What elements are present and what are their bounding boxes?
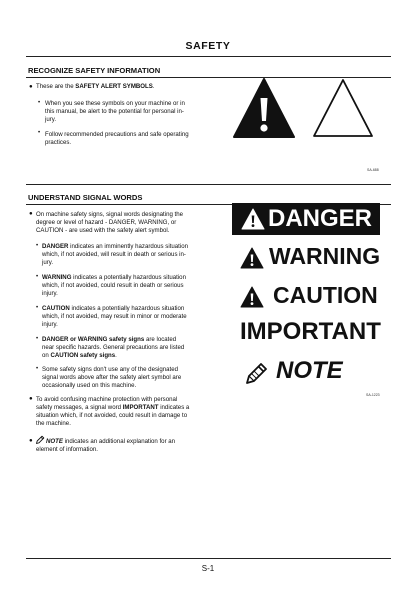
safety-alert-filled-icon (231, 76, 297, 140)
danger-alert-icon (241, 208, 265, 230)
section-heading-safety-info: RECOGNIZE SAFETY INFORMATION (28, 66, 161, 75)
important-signal-word: IMPORTANT (240, 318, 381, 345)
sub-bullet: • (38, 99, 41, 106)
optional-signal-words-text: Some safety signs don't use any of the designated signal words above after the safety alert symbol are occasionally used on this machine. (42, 366, 182, 390)
sub-bullet: • (38, 129, 41, 136)
note-description-line2: element of information. (36, 446, 98, 453)
bullet-dot: ● (29, 437, 33, 444)
safety-symbols-text: These are the SAFETY ALERT SYMBOLS. (36, 83, 155, 90)
sub-bullet: • (36, 365, 39, 372)
warning-description: WARNING indicates a potentially hazardous situation which, if not avoided, could result in death or serious injury. (42, 274, 186, 298)
header-rule (26, 56, 391, 57)
warning-signal (240, 243, 390, 273)
footer-rule (26, 558, 391, 559)
important-description: To avoid confusing machine protection with personal safety messages, a signal word IMPORTANT indicates a situation which, if not avoided, could result in damage to the machine. (36, 396, 190, 428)
sub-bullet: • (36, 273, 39, 280)
figure-ref-2: SA-1223 (366, 393, 380, 397)
note-signal-word: NOTE (276, 357, 343, 384)
symbols-alert-text: When you see these symbols on your machine or in this manual, be alert to the potential for personal in- jury. (45, 100, 185, 124)
warning-alert-icon (240, 247, 264, 269)
pencil-icon (35, 435, 45, 445)
sub-bullet: • (36, 304, 39, 311)
precautions-text: Follow recommended precautions and safe operating practices. (45, 131, 189, 147)
sub-bullet: • (36, 242, 39, 249)
section-divider (26, 184, 391, 185)
bullet-dot: ● (29, 395, 33, 402)
section-heading-signal-words: UNDERSTAND SIGNAL WORDS (28, 193, 143, 202)
note-pencil-icon (244, 360, 270, 386)
note-signal (244, 357, 364, 389)
warning-signal-word: WARNING (269, 243, 381, 269)
caution-description: CAUTION indicates a potentially hazardous situation which, if not avoided, may result in minor or moderate injury. (42, 305, 187, 329)
caution-alert-icon (240, 286, 264, 308)
caution-signal-word: CAUTION (273, 282, 378, 308)
danger-banner (232, 203, 380, 235)
danger-description: DANGER indicates an imminently hazardous situation which, if not avoided, will result in death or serious in- jury. (42, 243, 188, 267)
caution-signal (240, 282, 390, 312)
figure-ref-1: SA-688 (367, 168, 379, 172)
signal-intro-text: On machine safety signs, signal words designating the degree or level of hazard - DANGER, WARNING, or CAUTION - are used with the safety alert symbol. (36, 211, 184, 235)
safety-signs-description: DANGER or WARNING safety signs are located near specific hazards. General precautions are listed on CAUTION safety signs. (42, 336, 185, 360)
safety-alert-outline-icon (310, 76, 376, 140)
page-number: S-1 (201, 564, 215, 573)
page-title: SAFETY (185, 40, 231, 52)
bullet-dot: ● (29, 210, 33, 217)
sub-bullet: • (36, 335, 39, 342)
danger-signal-word: DANGER (268, 205, 373, 232)
bullet-dot: ● (29, 83, 33, 90)
note-description: NOTE indicates an additional explanation for an (46, 438, 176, 445)
